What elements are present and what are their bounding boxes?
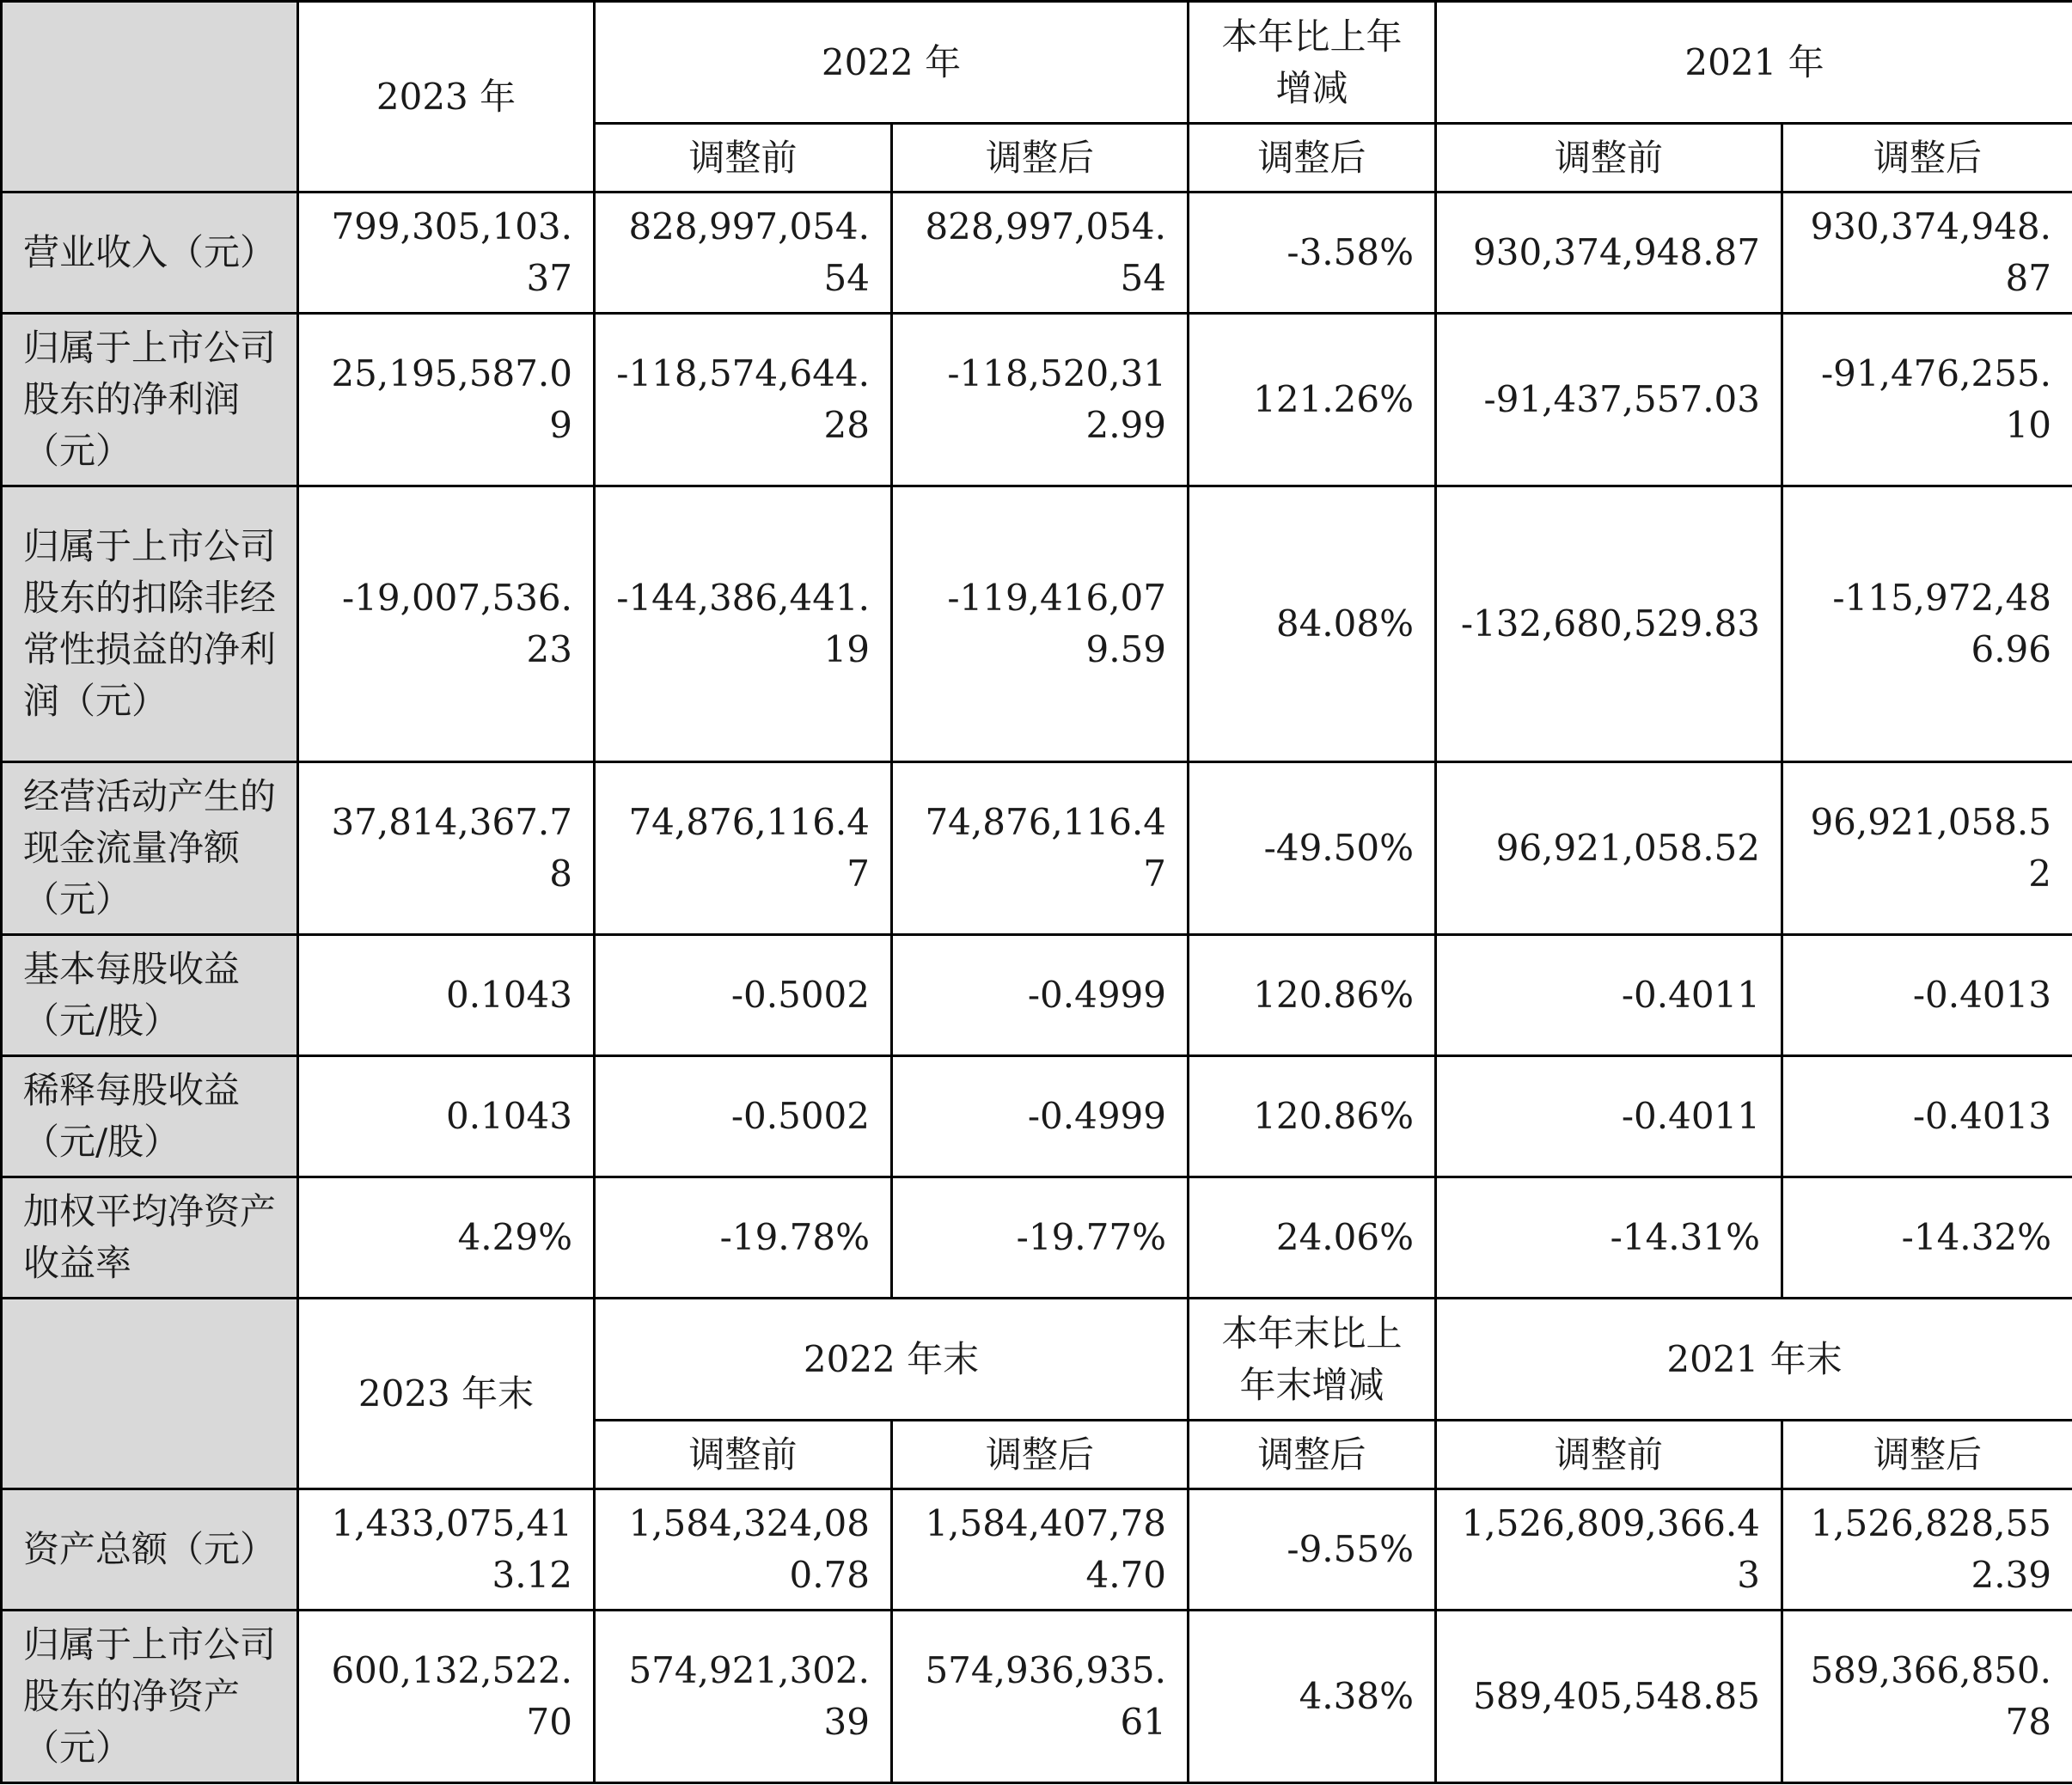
value-change: 84.08%: [1189, 486, 1436, 762]
value-2021-after: -0.4013: [1782, 935, 2072, 1056]
corner-cell: [2, 1299, 298, 1489]
value-2022-before: 828,997,054.54: [595, 193, 892, 314]
row-label: 归属于上市公司股东的净利润（元）: [2, 314, 298, 486]
value-2022-after: -19.77%: [892, 1177, 1189, 1299]
value-2022-before: 74,876,116.47: [595, 762, 892, 935]
row-label: 归属于上市公司股东的净资产（元）: [2, 1611, 298, 1783]
value-2023: -19,007,536.23: [298, 486, 595, 762]
value-2022-before: -19.78%: [595, 1177, 892, 1299]
value-2022-after: -119,416,079.59: [892, 486, 1189, 762]
row-label: 基本每股收益（元/股）: [2, 935, 298, 1056]
value-2023: 0.1043: [298, 935, 595, 1056]
table-row: [2, 486, 2072, 762]
value-change: 24.06%: [1189, 1177, 1436, 1299]
corner-cell: [2, 2, 298, 193]
header-2023-end: 2023 年末: [298, 1299, 595, 1489]
value-2022-before: -0.5002: [595, 935, 892, 1056]
value-2022-before: -144,386,441.19: [595, 486, 892, 762]
subheader-2021-before: 调整前: [1436, 124, 1782, 193]
table-row: [2, 762, 2072, 935]
subheader-change-after: 调整后: [1189, 1421, 1436, 1489]
value-2022-after: 828,997,054.54: [892, 193, 1189, 314]
value-2022-before: 1,584,324,080.78: [595, 1489, 892, 1611]
value-change: -49.50%: [1189, 762, 1436, 935]
subheader-2022-after: 调整后: [892, 124, 1189, 193]
subheader-2021-after: 调整后: [1782, 124, 2072, 193]
value-2021-after: -115,972,486.96: [1782, 486, 2072, 762]
subheader-2022-after: 调整后: [892, 1421, 1189, 1489]
row-label: 稀释每股收益（元/股）: [2, 1056, 298, 1177]
table-row: [2, 1489, 2072, 1611]
value-2021-after: 96,921,058.52: [1782, 762, 2072, 935]
value-change: 120.86%: [1189, 1056, 1436, 1177]
value-2023: 0.1043: [298, 1056, 595, 1177]
header-2021: 2021 年: [1436, 2, 2072, 124]
header-2023: 2023 年: [298, 2, 595, 193]
value-2022-before: 574,921,302.39: [595, 1611, 892, 1783]
value-change: -9.55%: [1189, 1489, 1436, 1611]
header-2021-end: 2021 年末: [1436, 1299, 2072, 1421]
value-change: 121.26%: [1189, 314, 1436, 486]
value-2022-after: 574,936,935.61: [892, 1611, 1189, 1783]
value-change: 4.38%: [1189, 1611, 1436, 1783]
value-2021-before: -132,680,529.83: [1436, 486, 1782, 762]
subheader-2022-before: 调整前: [595, 1421, 892, 1489]
value-2023: 37,814,367.78: [298, 762, 595, 935]
value-2021-before: 589,405,548.85: [1436, 1611, 1782, 1783]
value-2023: 1,433,075,413.12: [298, 1489, 595, 1611]
table-row: [2, 193, 2072, 314]
value-2022-after: 74,876,116.47: [892, 762, 1189, 935]
section2-header-row: [2, 1299, 2072, 1421]
value-2022-before: -0.5002: [595, 1056, 892, 1177]
subheader-2022-before: 调整前: [595, 124, 892, 193]
header-2022: 2022 年: [595, 2, 1189, 124]
value-2021-before: 96,921,058.52: [1436, 762, 1782, 935]
subheader-2021-before: 调整前: [1436, 1421, 1782, 1489]
value-2023: 600,132,522.70: [298, 1611, 595, 1783]
subheader-2021-after: 调整后: [1782, 1421, 2072, 1489]
value-2022-after: -0.4999: [892, 1056, 1189, 1177]
value-2021-after: -91,476,255.10: [1782, 314, 2072, 486]
table-row: [2, 1056, 2072, 1177]
header-change: 本年比上年增减: [1189, 2, 1436, 124]
row-label: 归属于上市公司股东的扣除非经常性损益的净利润（元）: [2, 486, 298, 762]
value-2021-after: -14.32%: [1782, 1177, 2072, 1299]
section1-header-row: [2, 2, 2072, 124]
row-label: 营业收入（元）: [2, 193, 298, 314]
table-row: [2, 1177, 2072, 1299]
value-2021-before: -0.4011: [1436, 1056, 1782, 1177]
value-2021-before: 1,526,809,366.43: [1436, 1489, 1782, 1611]
value-2021-before: -14.31%: [1436, 1177, 1782, 1299]
value-2023: 4.29%: [298, 1177, 595, 1299]
row-label: 资产总额（元）: [2, 1489, 298, 1611]
value-2022-after: 1,584,407,784.70: [892, 1489, 1189, 1611]
value-2021-before: 930,374,948.87: [1436, 193, 1782, 314]
value-2021-before: -91,437,557.03: [1436, 314, 1782, 486]
value-2022-after: -118,520,312.99: [892, 314, 1189, 486]
table-row: [2, 1611, 2072, 1783]
row-label: 经营活动产生的现金流量净额（元）: [2, 762, 298, 935]
value-2021-after: 1,526,828,552.39: [1782, 1489, 2072, 1611]
header-change-end: 本年末比上年末增减: [1189, 1299, 1436, 1421]
value-change: -3.58%: [1189, 193, 1436, 314]
header-2022-end: 2022 年末: [595, 1299, 1189, 1421]
value-2023: 25,195,587.09: [298, 314, 595, 486]
value-2021-before: -0.4011: [1436, 935, 1782, 1056]
table-row: [2, 935, 2072, 1056]
value-2022-before: -118,574,644.28: [595, 314, 892, 486]
value-2021-after: -0.4013: [1782, 1056, 2072, 1177]
subheader-change-after: 调整后: [1189, 124, 1436, 193]
value-2021-after: 930,374,948.87: [1782, 193, 2072, 314]
table-row: [2, 314, 2072, 486]
row-label: 加权平均净资产收益率: [2, 1177, 298, 1299]
value-2021-after: 589,366,850.78: [1782, 1611, 2072, 1783]
value-2022-after: -0.4999: [892, 935, 1189, 1056]
value-change: 120.86%: [1189, 935, 1436, 1056]
value-2023: 799,305,103.37: [298, 193, 595, 314]
